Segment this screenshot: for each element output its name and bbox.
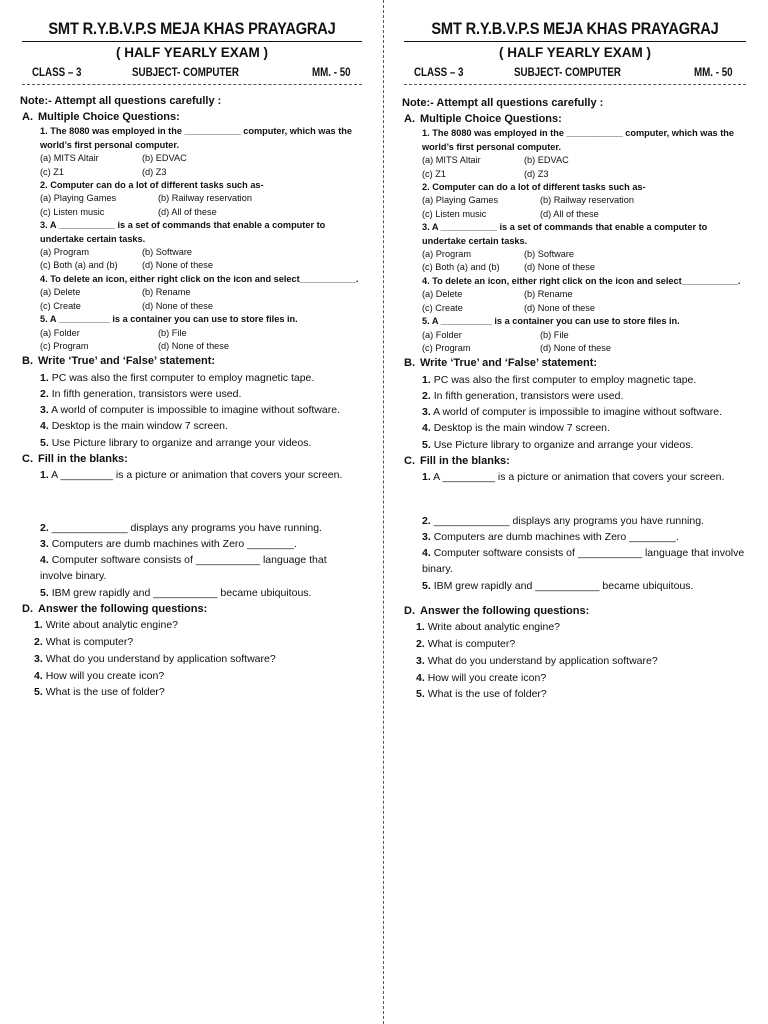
mcq-item [422, 181, 746, 221]
answer-questions-list [404, 619, 746, 703]
answer-space [40, 484, 362, 520]
question-text: 2. Computer can do a lot of different tasks such as- [422, 182, 646, 193]
list-item: 4. Desktop is the main window 7 screen. [40, 420, 228, 433]
option-a: (a) Folder [40, 327, 80, 338]
list-item: 1. A _________ is a picture or animation that covers your screen. [40, 469, 343, 482]
list-item: 1. Write about analytic engine? [416, 621, 560, 634]
section-c-title: Fill in the blanks: [420, 455, 510, 467]
mcq-item [422, 127, 746, 181]
option-d: (d) None of these [142, 300, 213, 311]
question-text: 1. The 8080 was employed in the ___________ computer, which was the world’s first personal computer. [40, 126, 353, 150]
list-item: 3. What do you understand by application software? [416, 654, 658, 667]
meta-divider [404, 84, 746, 85]
mcq-item [40, 313, 362, 353]
mcq-item [40, 179, 362, 219]
section-d-heading: D. Answer the following questions: [22, 602, 362, 617]
section-c-heading: C. Fill in the blanks: [22, 452, 362, 467]
list-item: 3. Computers are dumb machines with Zero ________. [40, 537, 297, 550]
fill-blanks-list [22, 467, 362, 601]
option-d: (d) None of these [540, 342, 611, 353]
list-item: 2. In fifth generation, transistors were used. [422, 389, 624, 402]
school-name: SMT R.Y.B.V.P.S MEJA KHAS PRAYAGRAJ [48, 19, 336, 38]
option-d: (d) None of these [142, 260, 213, 271]
option-c: (c) Both (a) and (b) [422, 262, 500, 273]
option-b: (b) File [158, 327, 187, 338]
question-text: 2. Computer can do a lot of different tasks such as- [40, 180, 264, 191]
subject-label: SUBJECT- COMPUTER [514, 67, 621, 79]
option-d: (d) All of these [158, 206, 217, 217]
option-c: (c) Z1 [422, 168, 446, 179]
mcq-item [40, 273, 362, 313]
exam-meta-row [404, 64, 746, 84]
exam-title: ( HALF YEARLY EXAM ) [115, 45, 269, 60]
option-b: (b) EDVAC [524, 155, 569, 166]
list-item: 1. A _________ is a picture or animation that covers your screen. [422, 471, 725, 484]
option-d: (d) None of these [524, 302, 595, 313]
section-d-heading: D. Answer the following questions: [404, 604, 746, 619]
option-b: (b) Railway reservation [540, 195, 634, 206]
option-b: (b) Software [142, 247, 193, 258]
option-c: (c) Listen music [422, 208, 487, 219]
option-b: (b) File [540, 329, 569, 340]
section-c-heading: C. Fill in the blanks: [404, 454, 746, 469]
exam-meta-row [22, 64, 362, 84]
question-text: 4. To delete an icon, either right click on the icon and select___________. [40, 273, 359, 284]
paper-body [22, 94, 362, 701]
section-d-title: Answer the following questions: [38, 602, 208, 615]
option-d: (d) Z3 [524, 168, 549, 179]
answer-space [422, 486, 746, 513]
list-item: 4. How will you create icon? [416, 671, 547, 684]
true-false-list [22, 370, 362, 451]
center-cut-line [383, 0, 384, 1024]
option-c: (c) Program [422, 342, 471, 353]
list-item: 3. A world of computer is impossible to imagine without software. [40, 404, 340, 417]
list-item: 3. Computers are dumb machines with Zero ________. [422, 530, 679, 543]
list-item: 5. IBM grew rapidly and ___________ became ubiquitous. [422, 579, 694, 592]
mcq-list [404, 127, 746, 355]
list-item: 5. Use Picture library to organize and arrange your videos. [422, 438, 694, 451]
question-paper-right [404, 0, 746, 703]
mcq-item [422, 221, 746, 275]
mcq-item [40, 219, 362, 273]
option-a: (a) Program [40, 247, 90, 258]
section-a-title: Multiple Choice Questions: [38, 111, 180, 124]
class-label: CLASS – 3 [32, 67, 82, 79]
section-b-title: Write ‘True’ and ‘False’ statement: [420, 357, 598, 370]
option-a: (a) Playing Games [422, 195, 499, 206]
section-a-heading: A. Multiple Choice Questions: [22, 110, 362, 125]
option-b: (b) Software [524, 249, 575, 260]
mcq-item [422, 315, 746, 355]
question-text: 5. A __________ is a container you can use to store files in. [40, 314, 298, 325]
option-d: (d) Z3 [142, 166, 167, 177]
paper-body [404, 96, 746, 703]
instruction-note: Note:- Attempt all questions carefully : [20, 95, 222, 107]
meta-divider [22, 84, 362, 85]
list-item: 2. _____________ displays any programs you have running. [422, 514, 704, 527]
header-rule [22, 41, 362, 42]
true-false-list [404, 372, 746, 453]
list-item: 4. Desktop is the main window 7 screen. [422, 422, 610, 435]
exam-title: ( HALF YEARLY EXAM ) [498, 45, 652, 60]
header-rule [404, 41, 746, 42]
list-item: 5. What is the use of folder? [416, 688, 547, 701]
option-b: (b) EDVAC [142, 153, 187, 164]
option-a: (a) Folder [422, 329, 462, 340]
answer-questions-list [22, 617, 362, 701]
list-item: 4. How will you create icon? [34, 669, 165, 682]
question-text: 3. A ___________ is a set of commands that enable a computer to undertake certain tasks. [40, 220, 326, 244]
option-c: (c) Both (a) and (b) [40, 260, 118, 271]
option-d: (d) None of these [158, 340, 229, 351]
option-c: (c) Z1 [40, 166, 64, 177]
instruction-note: Note:- Attempt all questions carefully : [402, 97, 604, 109]
mcq-list [22, 125, 362, 353]
mcq-item [40, 125, 362, 179]
option-a: (a) Playing Games [40, 193, 117, 204]
list-item: 5. IBM grew rapidly and ___________ became ubiquitous. [40, 586, 312, 599]
option-c: (c) Listen music [40, 206, 105, 217]
question-paper-left [22, 0, 362, 701]
option-c: (c) Create [422, 302, 463, 313]
list-item: 5. Use Picture library to organize and arrange your videos. [40, 436, 312, 449]
school-name: SMT R.Y.B.V.P.S MEJA KHAS PRAYAGRAJ [431, 19, 719, 38]
subject-label: SUBJECT- COMPUTER [132, 67, 239, 79]
section-a-title: Multiple Choice Questions: [420, 113, 562, 126]
option-a: (a) Program [422, 249, 472, 260]
option-a: (a) Delete [422, 289, 463, 300]
option-b: (b) Railway reservation [158, 193, 252, 204]
question-text: 4. To delete an icon, either right click on the icon and select___________. [422, 275, 741, 286]
list-item: 1. Write about analytic engine? [34, 619, 178, 632]
list-item: 2. In fifth generation, transistors were used. [40, 387, 242, 400]
question-text: 5. A __________ is a container you can use to store files in. [422, 316, 680, 327]
option-c: (c) Program [40, 340, 89, 351]
section-c-title: Fill in the blanks: [38, 453, 128, 465]
mcq-item [422, 275, 746, 315]
option-b: (b) Rename [524, 289, 573, 300]
option-d: (d) All of these [540, 208, 599, 219]
marks-label: MM. - 50 [312, 67, 351, 79]
list-item: 2. _____________ displays any programs you have running. [40, 521, 322, 534]
option-a: (a) MITS Altair [422, 155, 481, 166]
option-a: (a) MITS Altair [40, 153, 99, 164]
question-text: 1. The 8080 was employed in the ___________ computer, which was the world’s first personal computer. [422, 128, 735, 152]
list-item: 1. PC was also the first computer to employ magnetic tape. [422, 373, 697, 386]
list-item: 1. PC was also the first computer to employ magnetic tape. [40, 371, 315, 384]
question-text: 3. A ___________ is a set of commands that enable a computer to undertake certain tasks. [422, 222, 708, 246]
option-b: (b) Rename [142, 287, 191, 298]
list-item: 4. Computer software consists of ___________ language that involve binary. [40, 554, 327, 583]
section-a-heading: A. Multiple Choice Questions: [404, 112, 746, 127]
option-d: (d) None of these [524, 262, 595, 273]
class-label: CLASS – 3 [414, 67, 464, 79]
option-a: (a) Delete [40, 287, 81, 298]
list-item: 3. What do you understand by application software? [34, 652, 276, 665]
list-item: 4. Computer software consists of ___________ language that involve binary. [422, 547, 745, 576]
section-d-title: Answer the following questions: [420, 604, 590, 617]
option-c: (c) Create [40, 300, 81, 311]
marks-label: MM. - 50 [694, 67, 733, 79]
list-item: 3. A world of computer is impossible to imagine without software. [422, 406, 722, 419]
fill-blanks-list [404, 469, 746, 594]
list-item: 5. What is the use of folder? [34, 686, 165, 699]
section-b-heading: B. Write ‘True’ and ‘False’ statement: [22, 354, 362, 369]
section-b-title: Write ‘True’ and ‘False’ statement: [38, 355, 216, 368]
list-item: 2. What is computer? [416, 637, 516, 650]
section-b-heading: B. Write ‘True’ and ‘False’ statement: [404, 356, 746, 371]
list-item: 2. What is computer? [34, 635, 134, 648]
